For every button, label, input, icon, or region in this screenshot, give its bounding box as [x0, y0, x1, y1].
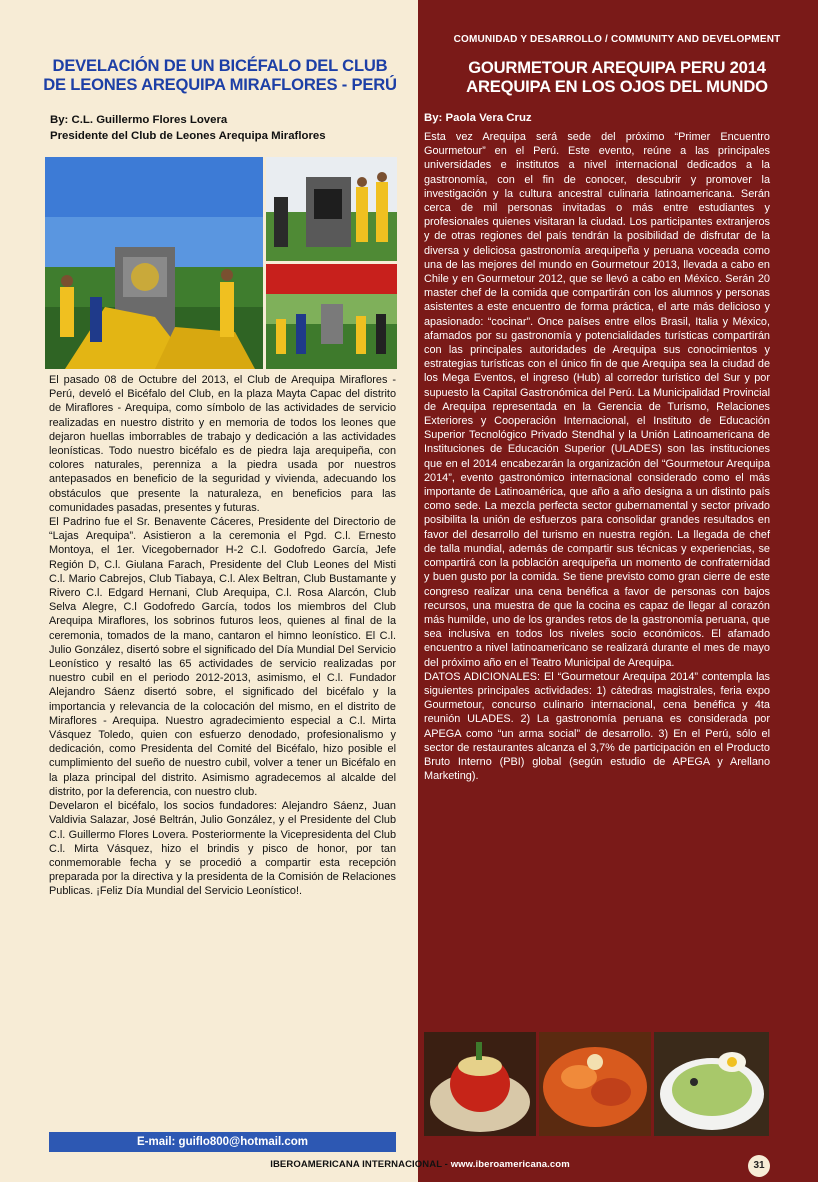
left-article-byline — [50, 112, 415, 144]
seafood-dish-photo — [539, 1032, 651, 1136]
page-number: 31 — [748, 1155, 770, 1177]
left-paragraph: Develaron el bicéfalo, los socios fundadores: Alejandro Sáenz, Juan Valdivia Salazar, José Beltrán, Julio González, y el Presidente del Club C.l. Guillermo Flores Lovera. Posteriormente la Vicepresidenta del Club C.l. Mirta Vásquez, hizo el brindis y pisco de honor, por tan conmemorable fecha y se procedió a compartir esta recepción preparada por la directiva y la presidenta de la Comisión de Relaciones Publicas. ¡Feliz Día Mundial del Servicio Leonístico!. — [49, 800, 396, 898]
stuffed-pepper-photo — [424, 1032, 536, 1136]
right-article-title — [424, 58, 810, 96]
left-article-body — [49, 373, 396, 899]
right-article-body — [424, 130, 770, 783]
left-title-line2: DE LEONES AREQUIPA MIRAFLORES - PERÚ — [43, 75, 397, 94]
section-label: COMUNIDAD Y DESARROLLO / COMMUNITY AND DEVELOPMENT — [453, 34, 781, 45]
right-title-line1: GOURMETOUR AREQUIPA PERU 2014 — [468, 58, 766, 77]
footer-separator: - — [441, 1159, 451, 1170]
magazine-name: IBEROAMERICANA INTERNACIONAL — [270, 1159, 442, 1170]
guests-photo — [266, 264, 397, 369]
left-paragraph: El Padrino fue el Sr. Benavente Cáceres, Presidente del Directorio de “Lajas Arequipa”. Asistieron a la ceremonia el Pgd. C.l. Ernesto Montoya, el 1er. Vicegobernador H-2 C.l. Godofredo García, Jefe Región D, C.l. Giulana Farach, Presidente del Club Leones del Misti C.l. Mario Cabrejos, Club Tiabaya, C.l. Alex Beltran, Club Bustamante y Rivero C.l. Edgard Hernani, Club Arequipa, C.l. Rosa Alarcón, Club Selva Alegre, C.l Godofredo García, todos los miembros del Club Arequipa Miraflores, los sobrinos futuros leos, quienes al final de la ceremonia, tomados de la mano, cantaron el himno leonístico. El C.l. Julio González, disertó sobre el significado del Día Mundial Del Servicio Leonístico y resaltó las 65 actividades de servicio realizadas por nuestro cubil en el periodo 2012-2013, asimismo, el C.l. Fundador Alejandro Sáenz disertó sobre, el significado del bicéfalo y la importancia y relevancia de la colocación del mismo, en el distrito de Miraflores - Arequipa. Nuestro agradecimiento especial a C.l. Mirta Vásquez Toledo, quien con esfuerzo denodado, profesionalismo y dedicación, como Presidenta del Comité del Bicéfalo, hizo posible el cumplimiento del sueño de nuestro cubil, volver a tener un Bicéfalo en la plaza principal del distrito. Asimismo agradecemos al alcalde del distrito, por la deferencia, con nuestro club. — [49, 516, 396, 798]
left-byline: By: C.L. Guillermo Flores Lovera — [50, 114, 228, 126]
right-byline: By: Paola Vera Cruz — [424, 112, 532, 124]
author-email-bar[interactable]: E-mail: guiflo800@hotmail.com — [49, 1132, 396, 1152]
right-title-line2: AREQUIPA EN LOS OJOS DEL MUNDO — [466, 77, 768, 96]
left-author-role: Presidente del Club de Leones Arequipa Miraflores — [50, 130, 326, 142]
right-paragraph: DATOS ADICIONALES: El “Gourmetour Arequipa 2014” contempla las siguientes principales actividades: 1) cátedras magistrales, feria expo Gourmetour, concurso culinario internacional, cena benéfica y 4ta reunión ULADES. 2) La gastronomía peruana es considerada por APEGA como “un arma social” de desarrollo. 3) En el Perú, sólo el sector de restaurantes alcanza el 3,7% de participación en el Producto Bruto Interno (PBI) global (según estudio de APEGA y Arellano Marketing). — [424, 670, 770, 783]
website-link[interactable]: www.iberoamericana.com — [450, 1159, 570, 1170]
left-title-line1: DEVELACIÓN DE UN BICÉFALO DEL CLUB — [52, 56, 388, 75]
left-article-title — [30, 56, 410, 94]
left-paragraph: El pasado 08 de Octubre del 2013, el Club de Arequipa Miraflores - Perú, develó el Bicéfalo del Club, en la plaza Mayta Capac del distrito de Miraflores - Arequipa, como símbolo de las actividades de servicio realizadas en nuestro distrito y en memoria de todos los leones que dejaron huellas imborrables de trabajo y dedicación a las actividades leonísticas. Todo nuestro bicéfalo es de piedra laja arequipeña, con colores naturales, perenniza a la piedra usada por nuestros antepasados en beneficio de la seguridad y vivienda, adecuando los obstáculos que presente la naturaleza, en beneficios para las comunidades pasadas, presentes y futuras. — [49, 374, 396, 514]
potato-dish-photo — [654, 1032, 769, 1136]
monument-photo — [266, 157, 397, 261]
page-footer — [120, 1159, 720, 1170]
unveiling-ceremony-photo — [45, 157, 263, 369]
right-paragraph: Esta vez Arequipa será sede del próximo “Primer Encuentro Gourmetour” en el Perú. Este evento, reúne a las principales universidades e institutos a nivel internacional dedicados a la gastronomía, con el fin de conocer, descubrir y promover la investigación y la cultura ancestral culinaria latinoamericana. Serán cerca de mil personas invitadas o más entre estudiantes y profesionales quienes visitaran la ciudad. Los participantes extranjeros y de otras regiones del país tendrán la posibilidad de disfrutar de la diversa y deliciosa gastronomía arequipeña y peruana voceada como una de las mejores del mundo en Gourmetour 2013, llevada a cabo en Chile y en Gourmetour 2012, que se llevó a cabo en México. Serán 20 master chef de la comida que compartirán con los alumnos y personas asistentes a este encuentro de forma práctica, el arte más delicioso y apasionado: “cocinar”. Once países entre ellos Brasil, Italia y México, afamados por su gastronomía y potencialidades turísticas compartirán con las principales autoridades de Arequipa sus conocimientos y estrategias turísticas con el único fin de que Arequipa sea la ciudad de los Mega Eventos, el ingreso (Hub) al corredor turístico del Sur y por supuesto la Capital Gastronómica del Perú. La Municipalidad Provincial de Arequipa representada en la Gerencia de Turismo, Relaciones Exteriores y Cooperación Internacional, el Instituto de Educación Superior Tecnológico Privado Stendhal y la Unión Latinoamericana de Instituciones de Educación Superior (ULADES) son las instituciones que en el 2014 encabezarán la organización del “Gourmetour Arequipa 2014”, evento gastronómico internacional considerado como el más importante de Latinoamérica, que año a año designa a un distinto país como sede. La mezcla perfecta sector gubernamental y sector privado posibilita la unión de esfuerzos para consolidar grandes resultados en favor del desarrollo del turismo en nuestra región. La llegada de chef de talla mundial, además de compartir sus técnicas y experiencias, se compartirá con la población arequipeña un momento de confraternidad y buen gusto por la comida. Se tiene previsto como gran cierre de este congreso realizar una cena benéfica a favor de personas con bajos recursos, una muestra de que la cocina es capaz de llegar al corazón más humilde, uno de los grandes retos de la gastronomía peruana, que sea inclusiva en todos los niveles socio económicos. El afamado encuentro a nivel latinoamericano se realizará durante el mes de mayo del próximo año en el Teatro Municipal de Arequipa. — [424, 131, 770, 669]
